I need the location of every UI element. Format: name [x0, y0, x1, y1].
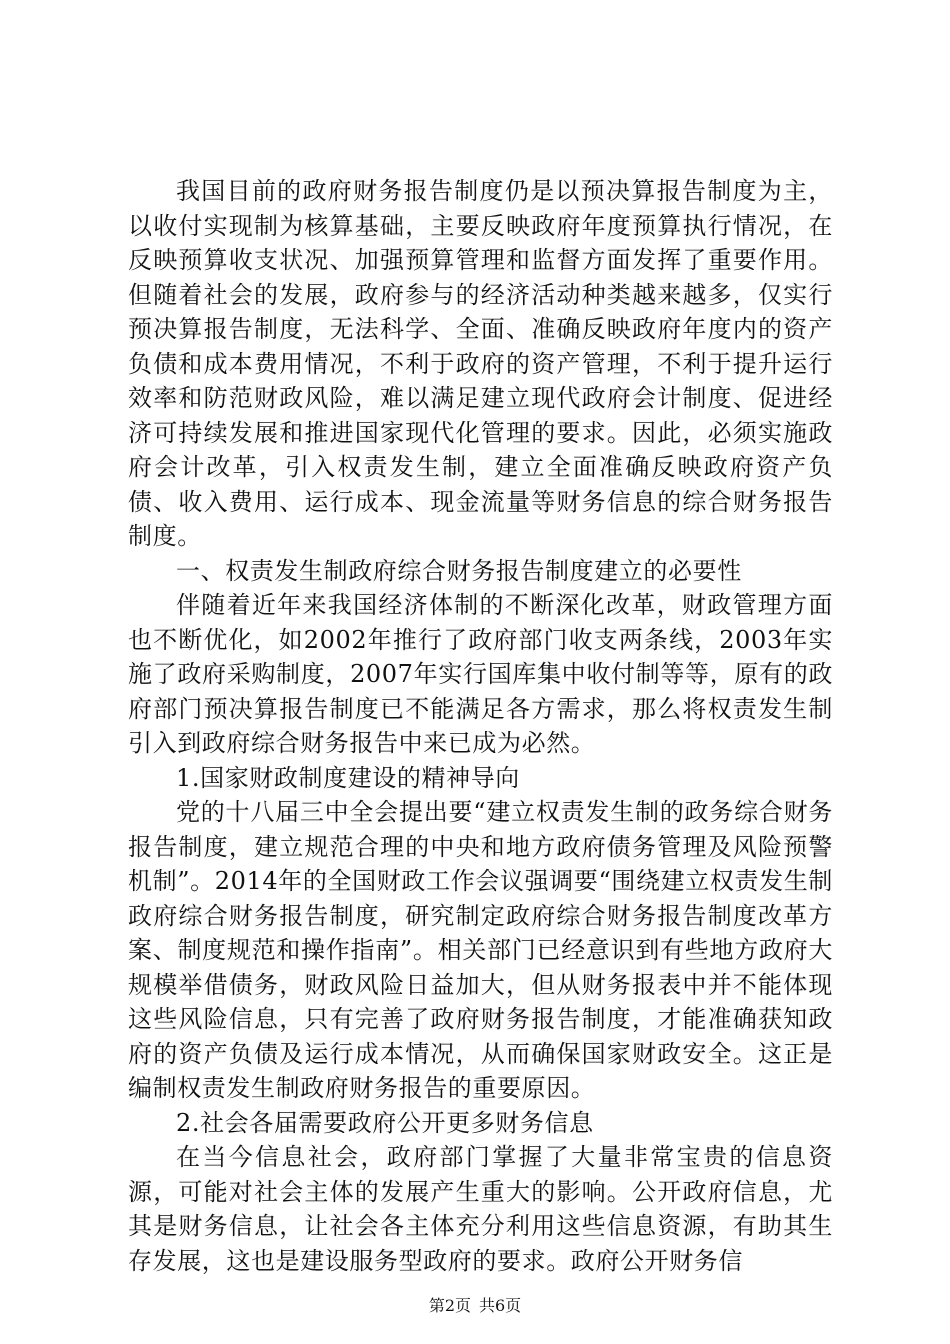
subheading-1: 1.国家财政制度建设的精神导向: [176, 763, 520, 792]
paragraph-section-1: 伴随着近年来我国经济体制的不断深化改革，财政管理方面也不断优化，如2002年推行了政府部门收支两条线，2003年实施了政府采购制度，2007年实行国库集中收付制等等，原有的政府部门预决算报告制度已不能满足各方需求，那么将权责发生制引入到政府综合财务报告中来已成为必然。: [128, 591, 833, 757]
page-footer: [0, 1293, 950, 1316]
document-body: [128, 174, 833, 1278]
paragraph-subsection-2: 在当今信息社会，政府部门掌握了大量非常宝贵的信息资源，可能对社会主体的发展产生重大的影响。公开政府信息，尤其是财务信息，让社会各主体充分利用这些信息资源，有助其生存发展，这也是建设服务型政府的要求。政府公开财务信: [128, 1143, 833, 1275]
paragraph-subsection-1: 党的十八届三中全会提出要“建立权责发生制的政务综合财务报告制度，建立规范合理的中央和地方政府债务管理及风险预警机制”。2014年的全国财政工作会议强调要“围绕建立权责发生制政府综合财务报告制度，研究制定政府综合财务报告制度改革方案、制度规范和操作指南”。相关部门已经意识到有些地方政府大规模举借债务，财政风险日益加大，但从财务报表中并不能体现这些风险信息，只有完善了政府财务报告制度，才能准确获知政府的资产负债及运行成本情况，从而确保国家财政安全。这正是编制权责发生制政府财务报告的重要原因。: [128, 798, 833, 1102]
page-total: 共6页: [479, 1296, 522, 1315]
section-heading-1: 一、权责发生制政府综合财务报告制度建立的必要性: [176, 556, 742, 585]
page-number: 第2页: [428, 1296, 471, 1315]
paragraph-intro: 我国目前的政府财务报告制度仍是以预决算报告制度为主，以收付实现制为核算基础，主要反映政府年度预算执行情况，在反映预算收支状况、加强预算管理和监督方面发挥了重要作用。但随着社会的发展，政府参与的经济活动种类越来越多，仅实行预决算报告制度，无法科学、全面、准确反映政府年度内的资产负债和成本费用情况，不利于政府的资产管理，不利于提升运行效率和防范财政风险，难以满足建立现代政府会计制度、促进经济可持续发展和推进国家现代化管理的要求。因此，必须实施政府会计改革，引入权责发生制，建立全面准确反映政府资产负债、收入费用、运行成本、现金流量等财务信息的综合财务报告制度。: [128, 177, 833, 550]
subheading-2: 2.社会各届需要政府公开更多财务信息: [176, 1108, 594, 1137]
